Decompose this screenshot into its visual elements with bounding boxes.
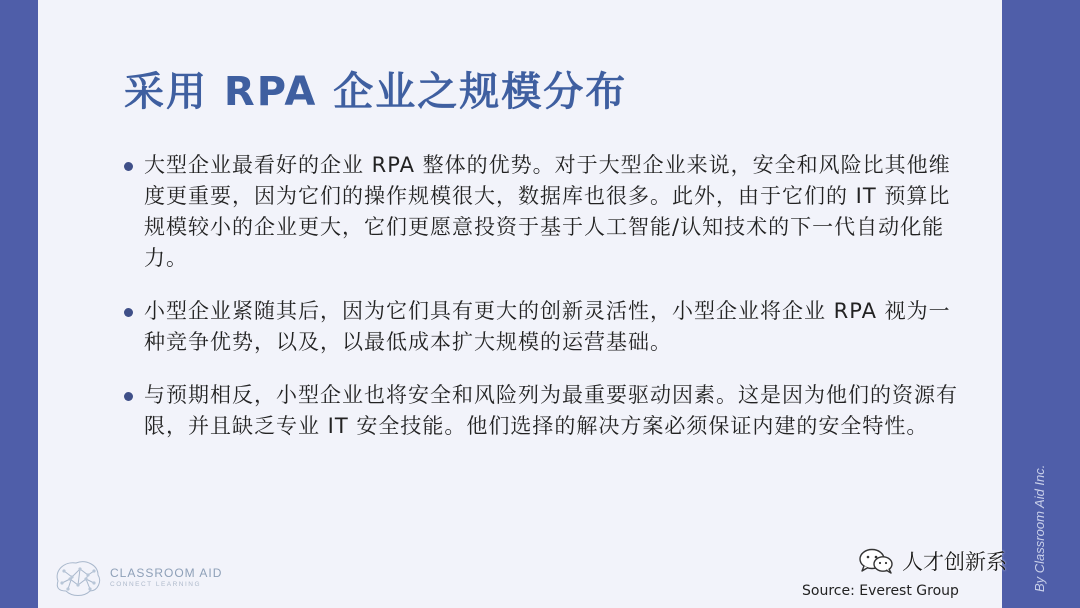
bullet-text: 与预期相反，小型企业也将安全和风险列为最重要驱动因素。这是因为他们的资源有限，并且缺乏专业 IT 安全技能。他们选择的解决方案必须保证内建的安全特性。 <box>144 383 958 438</box>
source-citation: Source: Everest Group <box>802 583 959 599</box>
vertical-credit: By Classroom Aid Inc. <box>1032 464 1047 592</box>
bullet-dot-icon <box>124 308 133 317</box>
classroom-aid-logo <box>52 555 222 601</box>
bullet-text: 大型企业最看好的企业 RPA 整体的优势。对于大型企业来说，安全和风险比其他维度更重要，因为它们的操作规模很大，数据库也很多。此外，由于它们的 IT 预算比规模较小的企业更大，它们更愿意投资于基于人工智能/认知技术的下一代自动化能力。 <box>144 153 951 270</box>
bullet-item <box>120 150 962 274</box>
bullet-item <box>120 296 962 358</box>
bullet-dot-icon <box>124 392 133 401</box>
wechat-icon <box>858 548 894 574</box>
slide-title: 采用 RPA 企业之规模分布 <box>124 69 628 115</box>
bullet-dot-icon <box>124 162 133 171</box>
logo-tagline: CONNECT LEARNING <box>110 581 202 589</box>
logo-text <box>110 567 222 589</box>
bullet-list <box>120 150 962 464</box>
wechat-account-name: 人才创新系 <box>902 550 1007 574</box>
brain-icon <box>52 557 104 599</box>
bullet-item <box>120 380 962 442</box>
left-accent-band <box>0 0 38 608</box>
wechat-watermark <box>858 546 1007 576</box>
logo-name: CLASSROOM AID <box>110 566 223 581</box>
bullet-text: 小型企业紧随其后，因为它们具有更大的创新灵活性，小型企业将企业 RPA 视为一种竞争优势，以及，以最低成本扩大规模的运营基础。 <box>144 299 951 354</box>
